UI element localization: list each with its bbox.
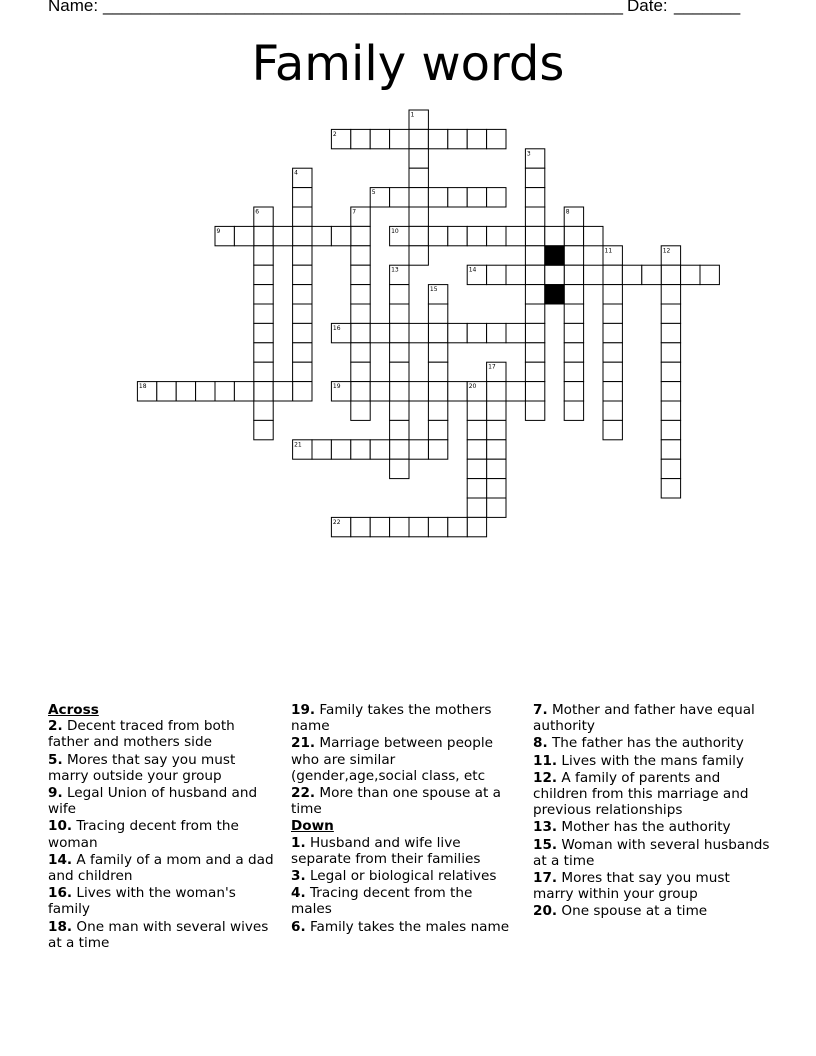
grid-cell[interactable] (293, 285, 312, 304)
grid-cell[interactable] (293, 188, 312, 207)
clue-text: Family takes the males name (305, 918, 510, 935)
grid-cell[interactable] (390, 401, 409, 420)
grid-cell[interactable] (390, 382, 409, 401)
clue-number-label: 9. (48, 785, 63, 802)
grid-cell[interactable] (487, 382, 506, 401)
grid-cell[interactable] (467, 401, 486, 420)
clue-text: Mores that say you must marry within your group (533, 870, 730, 903)
grid-cell[interactable] (215, 382, 234, 401)
grid-cell[interactable] (409, 440, 428, 459)
clue-column-2 (291, 702, 517, 936)
clue-number: 17 (488, 363, 496, 371)
grid-cell[interactable] (196, 382, 215, 401)
grid-cell[interactable] (487, 459, 506, 478)
grid-cell[interactable] (312, 226, 331, 245)
grid-cell[interactable] (525, 401, 544, 420)
clue-number: 7 (352, 208, 357, 216)
grid-cell[interactable] (351, 323, 370, 342)
down-clue (533, 753, 773, 769)
grid-cell[interactable] (234, 382, 253, 401)
grid-cell[interactable] (390, 459, 409, 478)
clue-number-label: 19. (291, 702, 316, 718)
down-clue (533, 819, 773, 835)
grid-cell[interactable] (428, 323, 447, 342)
clue-number: 8 (565, 208, 570, 216)
grid-cell[interactable] (254, 226, 273, 245)
clue-number-label: 4. (291, 885, 306, 902)
grid-cell[interactable] (254, 285, 273, 304)
clue-text: One man with several wives at a time (48, 918, 269, 951)
grid-cell[interactable] (448, 129, 467, 148)
grid-cell[interactable] (351, 265, 370, 284)
grid-cell[interactable] (661, 401, 680, 420)
grid-cell[interactable] (351, 246, 370, 265)
grid-cell[interactable] (661, 362, 680, 381)
grid-cell[interactable] (603, 304, 622, 323)
grid-cell[interactable] (390, 188, 409, 207)
clue-text: Lives with the woman's family (48, 885, 236, 918)
grid-cell[interactable] (390, 343, 409, 362)
grid-cell[interactable] (351, 304, 370, 323)
grid-cell[interactable] (448, 382, 467, 401)
clue-number: 2 (332, 130, 337, 138)
grid-cell[interactable] (409, 382, 428, 401)
clue-text: Legal Union of husband and wife (48, 785, 258, 818)
clue-number-label: 14. (48, 851, 73, 868)
grid-cell[interactable] (390, 420, 409, 439)
grid-cell[interactable] (487, 479, 506, 498)
clue-number-label: 3. (291, 868, 306, 885)
page-title: Family words (251, 36, 565, 92)
down-clue (291, 919, 517, 935)
grid-cell[interactable] (428, 343, 447, 362)
grid-cell[interactable] (564, 343, 583, 362)
clue-number-label: 18. (48, 918, 73, 935)
grid-cell[interactable] (428, 440, 447, 459)
grid-cell[interactable] (370, 129, 389, 148)
clue-number: 13 (391, 266, 399, 274)
grid-cell[interactable] (428, 420, 447, 439)
grid-cell[interactable] (428, 304, 447, 323)
grid-cell[interactable] (467, 188, 486, 207)
grid-cell[interactable] (681, 265, 700, 284)
clue-text: Tracing decent from the woman (48, 818, 239, 851)
grid-cell[interactable] (467, 226, 486, 245)
grid-cell[interactable] (428, 129, 447, 148)
grid-cell[interactable] (525, 246, 544, 265)
grid-cell[interactable] (525, 265, 544, 284)
name-label: Name: (48, 0, 99, 15)
grid-cell[interactable] (390, 362, 409, 381)
grid-cell[interactable] (293, 207, 312, 226)
clue-number-label: 22. (291, 785, 316, 802)
clue-text: Lives with the mans family (557, 752, 744, 769)
date-label: Date: (627, 0, 668, 15)
grid-cell[interactable] (409, 168, 428, 187)
grid-cell[interactable] (370, 440, 389, 459)
grid-cell[interactable] (390, 517, 409, 536)
grid-cell[interactable] (467, 479, 486, 498)
grid-cell[interactable] (564, 401, 583, 420)
grid-cell[interactable] (351, 362, 370, 381)
clue-number-label: 21. (291, 735, 316, 752)
grid-cell[interactable] (428, 362, 447, 381)
down-clue (533, 702, 773, 734)
grid-cell[interactable] (661, 304, 680, 323)
grid-cell[interactable] (293, 323, 312, 342)
clue-number: 18 (138, 383, 147, 391)
clue-number-label: 11. (533, 752, 558, 769)
grid-cell[interactable] (545, 265, 564, 284)
clue-text: More than one spouse at a time (291, 785, 501, 818)
down-clue (533, 870, 773, 902)
date-blank-line[interactable]: _______ (674, 0, 741, 15)
clue-number-label: 12. (533, 769, 558, 786)
grid-cell[interactable] (506, 382, 525, 401)
grid-cell[interactable] (351, 440, 370, 459)
grid-cell[interactable] (603, 265, 622, 284)
grid-cell[interactable] (254, 304, 273, 323)
clue-text: Mother and father have equal authority (533, 702, 755, 735)
grid-cell[interactable] (467, 420, 486, 439)
down-clue (533, 770, 773, 819)
grid-cell[interactable] (487, 129, 506, 148)
down-clue (533, 735, 773, 751)
grid-cell[interactable] (312, 440, 331, 459)
across-clue (48, 785, 280, 817)
clue-text: Decent traced from both father and mothers side (48, 718, 235, 751)
grid-cell[interactable] (603, 382, 622, 401)
grid-cell[interactable] (603, 420, 622, 439)
down-clue (291, 835, 517, 867)
grid-cell[interactable] (448, 323, 467, 342)
grid-cell[interactable] (409, 517, 428, 536)
grid-cell[interactable] (603, 285, 622, 304)
grid-cell[interactable] (506, 265, 525, 284)
grid-cell[interactable] (254, 401, 273, 420)
clue-text: The father has the authority (547, 735, 744, 752)
grid-cell[interactable] (351, 401, 370, 420)
grid-cell[interactable] (293, 362, 312, 381)
grid-cell[interactable] (293, 304, 312, 323)
grid-cell[interactable] (293, 265, 312, 284)
grid-cell[interactable] (234, 226, 253, 245)
grid-cell[interactable] (254, 362, 273, 381)
clue-number-label: 6. (291, 918, 306, 935)
grid-cell[interactable] (487, 401, 506, 420)
grid-cell[interactable] (564, 285, 583, 304)
grid-cell[interactable] (254, 246, 273, 265)
clue-text: Tracing decent from the males (291, 885, 473, 918)
grid-cell[interactable] (584, 226, 603, 245)
across-clue (291, 735, 517, 784)
grid-cell[interactable] (525, 188, 544, 207)
clue-number-label: 10. (48, 818, 73, 835)
grid-cell[interactable] (584, 265, 603, 284)
grid-cell[interactable] (351, 129, 370, 148)
grid-cell[interactable] (487, 498, 506, 517)
grid-cell[interactable] (331, 440, 350, 459)
clue-number: 15 (429, 286, 438, 294)
grid-cell[interactable] (293, 382, 312, 401)
grid-cell[interactable] (409, 188, 428, 207)
clue-text: Mores that say you must marry outside your group (48, 751, 236, 784)
grid-cell[interactable] (467, 498, 486, 517)
clue-number-label: 7. (533, 702, 548, 718)
grid-cell[interactable] (293, 343, 312, 362)
grid-cell[interactable] (331, 226, 350, 245)
grid-cell[interactable] (428, 188, 447, 207)
grid-cell[interactable] (564, 265, 583, 284)
across-clue (291, 785, 517, 817)
grid-cell[interactable] (254, 265, 273, 284)
grid-cell[interactable] (603, 362, 622, 381)
down-clue (291, 885, 517, 917)
grid-cell[interactable] (506, 226, 525, 245)
down-clue (533, 903, 773, 919)
clue-number: 20 (468, 383, 477, 391)
grid-cell[interactable] (370, 382, 389, 401)
clue-text: Woman with several husbands at a time (533, 836, 770, 869)
clue-number: 19 (332, 383, 341, 391)
grid-cell[interactable] (661, 265, 680, 284)
clue-number-label: 5. (48, 751, 63, 768)
grid-cell[interactable] (545, 226, 564, 245)
grid-cell[interactable] (506, 323, 525, 342)
clue-number: 22 (332, 518, 341, 526)
across-clue (48, 919, 280, 951)
grid-cell[interactable] (254, 420, 273, 439)
grid-cell[interactable] (661, 440, 680, 459)
grid-cell[interactable] (661, 285, 680, 304)
grid-cell[interactable] (448, 226, 467, 245)
clue-text: Marriage between people who are similar (gender,age,social class, etc (291, 735, 494, 784)
grid-cell[interactable] (390, 323, 409, 342)
clue-number: 5 (371, 189, 376, 197)
grid-cell[interactable] (525, 362, 544, 381)
grid-cell[interactable] (564, 246, 583, 265)
clue-number-label: 15. (533, 836, 558, 853)
clue-number: 6 (255, 208, 260, 216)
grid-cell[interactable] (525, 285, 544, 304)
grid-cell[interactable] (254, 382, 273, 401)
grid-cell[interactable] (603, 323, 622, 342)
grid-cell[interactable] (273, 382, 292, 401)
grid-cell[interactable] (467, 440, 486, 459)
down-clue (291, 868, 517, 884)
grid-cell[interactable] (564, 226, 583, 245)
grid-cell[interactable] (487, 265, 506, 284)
grid-cell[interactable] (157, 382, 176, 401)
grid-cell[interactable] (390, 285, 409, 304)
down-heading: Down (291, 818, 334, 835)
grid-cell[interactable] (603, 401, 622, 420)
across-heading: Across (48, 702, 99, 718)
grid-cell[interactable] (293, 246, 312, 265)
clue-number: 14 (468, 266, 477, 274)
clue-number: 10 (391, 227, 399, 235)
clue-number-label: 8. (533, 735, 548, 752)
grid-cell[interactable] (409, 149, 428, 168)
grid-cell[interactable] (525, 323, 544, 342)
grid-cell[interactable] (661, 420, 680, 439)
grid-cell[interactable] (467, 323, 486, 342)
grid-cell[interactable] (428, 382, 447, 401)
clue-number: 16 (332, 324, 341, 332)
down-clue (533, 837, 773, 869)
grid-cell[interactable] (428, 401, 447, 420)
clue-text: Family takes the mothers name (291, 702, 492, 735)
grid-cell[interactable] (603, 343, 622, 362)
grid-cell[interactable] (390, 304, 409, 323)
grid-cell[interactable] (409, 246, 428, 265)
across-clue (48, 718, 280, 750)
grid-cell[interactable] (351, 285, 370, 304)
grid-cell[interactable] (622, 265, 641, 284)
clue-number-label: 2. (48, 718, 63, 735)
grid-cell[interactable] (487, 323, 506, 342)
grid-cell[interactable] (642, 265, 661, 284)
grid-cell[interactable] (564, 382, 583, 401)
name-blank-line[interactable]: _______________________________________________________ (103, 0, 624, 15)
grid-cell[interactable] (409, 226, 428, 245)
clue-number-label: 20. (533, 903, 558, 920)
grid-cell[interactable] (448, 517, 467, 536)
clue-column-3 (533, 702, 773, 921)
clue-text: A family of parents and children from this marriage and previous relationships (533, 769, 749, 819)
grid-cell[interactable] (293, 226, 312, 245)
grid-cell[interactable] (700, 265, 719, 284)
grid-cell[interactable] (370, 323, 389, 342)
grid-cell[interactable] (525, 207, 544, 226)
grid-cell[interactable] (254, 323, 273, 342)
clue-text: One spouse at a time (557, 903, 708, 920)
grid-cell[interactable] (351, 343, 370, 362)
clue-number: 21 (294, 441, 302, 449)
grid-cell[interactable] (428, 226, 447, 245)
clue-text: Husband and wife live separate from their families (291, 834, 481, 867)
clue-text: Mother has the authority (557, 819, 731, 836)
clue-column-1 (48, 702, 280, 952)
clue-number-label: 16. (48, 885, 73, 902)
grid-cell[interactable] (390, 129, 409, 148)
grid-cell[interactable] (448, 188, 467, 207)
clue-text: A family of a mom and a dad and children (48, 851, 274, 885)
clue-number-label: 17. (533, 870, 558, 887)
grid-cell[interactable] (273, 226, 292, 245)
grid-cell[interactable] (525, 226, 544, 245)
black-cell (545, 285, 564, 304)
grid-cell[interactable] (661, 459, 680, 478)
across-clue (291, 702, 517, 734)
grid-cell[interactable] (525, 382, 544, 401)
grid-cell[interactable] (487, 440, 506, 459)
grid-cell[interactable] (351, 226, 370, 245)
grid-cell[interactable] (428, 517, 447, 536)
grid-cell[interactable] (525, 168, 544, 187)
grid-cell[interactable] (467, 129, 486, 148)
clue-number: 1 (410, 111, 415, 119)
grid-cell[interactable] (661, 343, 680, 362)
grid-cell[interactable] (661, 382, 680, 401)
grid-cell[interactable] (409, 207, 428, 226)
grid-cell[interactable] (525, 304, 544, 323)
clue-number-label: 13. (533, 819, 558, 836)
clue-text: Legal or biological relatives (305, 868, 497, 885)
clue-number: 11 (604, 247, 613, 255)
grid-cell[interactable] (409, 323, 428, 342)
grid-cell[interactable] (487, 420, 506, 439)
grid-cell[interactable] (467, 517, 486, 536)
across-clue (48, 818, 280, 850)
grid-cell[interactable] (351, 382, 370, 401)
grid-cell[interactable] (370, 517, 389, 536)
grid-cell[interactable] (487, 188, 506, 207)
grid-cell[interactable] (661, 323, 680, 342)
grid-cell[interactable] (487, 226, 506, 245)
across-clue (48, 885, 280, 917)
grid-cell[interactable] (467, 459, 486, 478)
grid-cell[interactable] (351, 517, 370, 536)
clue-number: 12 (662, 247, 671, 255)
clue-number-label: 1. (291, 834, 306, 851)
grid-cell[interactable] (564, 362, 583, 381)
grid-cell[interactable] (661, 479, 680, 498)
across-clue (48, 852, 280, 884)
grid-cell[interactable] (525, 343, 544, 362)
grid-cell[interactable] (176, 382, 195, 401)
grid-cell[interactable] (564, 304, 583, 323)
black-cell (545, 246, 564, 265)
grid-cell[interactable] (409, 129, 428, 148)
grid-cell[interactable] (564, 323, 583, 342)
grid-cell[interactable] (390, 440, 409, 459)
across-clue (48, 752, 280, 784)
clue-number: 4 (294, 169, 298, 177)
grid-cell[interactable] (254, 343, 273, 362)
clue-number: 3 (526, 150, 531, 158)
clue-number: 9 (216, 227, 221, 235)
